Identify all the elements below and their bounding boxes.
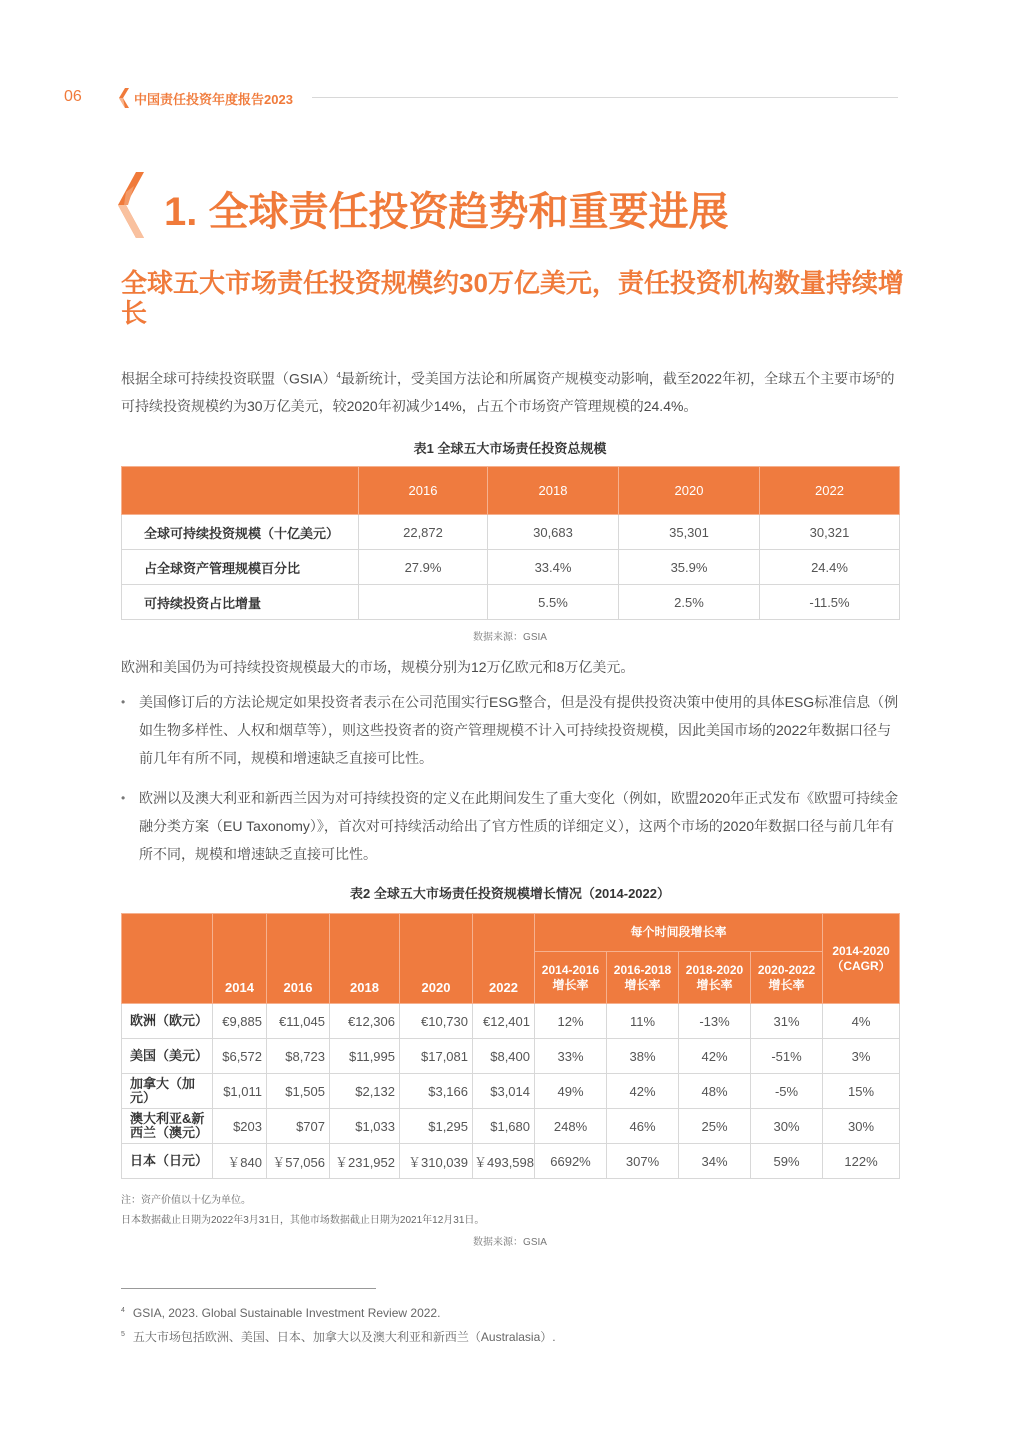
table-cell: ￥310,039 bbox=[400, 1144, 473, 1179]
table2-cagr-header: 2014-2020 （CAGR） bbox=[823, 914, 900, 1004]
row-label: 加拿大（加元） bbox=[122, 1074, 213, 1109]
table-cell: 59% bbox=[751, 1144, 823, 1179]
table-cell: 30% bbox=[751, 1109, 823, 1144]
footnote-number: 4 bbox=[121, 1307, 125, 1314]
table-row bbox=[122, 550, 900, 585]
table-row bbox=[122, 1004, 900, 1039]
row-label: 澳大利亚&新西兰（澳元） bbox=[122, 1109, 213, 1144]
footnote-ref: 5 bbox=[876, 371, 881, 380]
table1-caption: 表1 全球五大市场责任投资总规模 bbox=[413, 441, 607, 456]
table1-header-cell: 2016 bbox=[359, 467, 488, 515]
table-cell: $8,400 bbox=[473, 1039, 535, 1074]
table-cell: 30% bbox=[823, 1109, 900, 1144]
table2-caption: 表2 全球五大市场责任投资规模增长情况（2014-2022） bbox=[349, 886, 670, 901]
table2-year-header: 2014 bbox=[213, 914, 267, 1004]
market-paragraph: 欧洲和美国仍为可持续投资规模最大的市场，规模分别为12万亿欧元和8万亿美元。 bbox=[121, 659, 635, 675]
table2-note: 注：资产价值以十亿为单位。 bbox=[121, 1195, 251, 1206]
table-cell: 307% bbox=[607, 1144, 679, 1179]
header-divider bbox=[312, 97, 898, 98]
row-label: 美国（美元） bbox=[122, 1039, 213, 1074]
table-cell: 35.9% bbox=[619, 550, 760, 585]
table2-source: 数据来源：GSIA bbox=[473, 1237, 547, 1248]
table-cell: 122% bbox=[823, 1144, 900, 1179]
section-subheading: 全球五大市场责任投资规模约30万亿美元，责任投资机构数量持续增长 bbox=[121, 268, 904, 328]
table2-rate-header: 2014-2016 增长率 bbox=[535, 952, 607, 1004]
footnote bbox=[121, 1328, 556, 1345]
table-cell: $707 bbox=[267, 1109, 330, 1144]
table-cell: 30,683 bbox=[488, 515, 619, 550]
table-cell bbox=[359, 585, 488, 620]
table-cell: €12,306 bbox=[330, 1004, 400, 1039]
table-cell: 12% bbox=[535, 1004, 607, 1039]
table-cell: 38% bbox=[607, 1039, 679, 1074]
table2-rate-header: 2016-2018 增长率 bbox=[607, 952, 679, 1004]
table-cell: -5% bbox=[751, 1074, 823, 1109]
table-cell: $17,081 bbox=[400, 1039, 473, 1074]
table-cell: $1,033 bbox=[330, 1109, 400, 1144]
table-row bbox=[122, 1109, 900, 1144]
table2-year-header: 2016 bbox=[267, 914, 330, 1004]
table1-header-cell: 2018 bbox=[488, 467, 619, 515]
table-cell: $1,680 bbox=[473, 1109, 535, 1144]
table-cell: 2.5% bbox=[619, 585, 760, 620]
table2-header-row bbox=[122, 914, 900, 952]
footnote-number: 5 bbox=[121, 1331, 125, 1338]
table-cell: ￥493,598 bbox=[473, 1144, 535, 1179]
table-row bbox=[122, 1039, 900, 1074]
table2-group-header: 每个时间段增长率 bbox=[535, 914, 823, 952]
table-cell: 5.5% bbox=[488, 585, 619, 620]
table-cell: 49% bbox=[535, 1074, 607, 1109]
table2-year-header: 2020 bbox=[400, 914, 473, 1004]
table1-header-cell: 2020 bbox=[619, 467, 760, 515]
table-cell: -51% bbox=[751, 1039, 823, 1074]
footnote-text: GSIA, 2023. Global Sustainable Investment Review 2022. bbox=[132, 1306, 441, 1320]
table2-note: 日本数据截止日期为2022年3月31日，其他市场数据截止日期为2021年12月31日。 bbox=[121, 1215, 485, 1226]
table-cell: 4% bbox=[823, 1004, 900, 1039]
table2-year-header: 2018 bbox=[330, 914, 400, 1004]
bullet-marker: • bbox=[121, 791, 126, 805]
section-chevron-icon bbox=[118, 172, 146, 238]
footnote-ref: 4 bbox=[336, 371, 341, 380]
table2-header-cell bbox=[122, 914, 213, 1004]
table-cell: 22,872 bbox=[359, 515, 488, 550]
table2-year-header: 2022 bbox=[473, 914, 535, 1004]
table-cell: $2,132 bbox=[330, 1074, 400, 1109]
footnote-text: 五大市场包括欧洲、美国、日本、加拿大以及澳大利亚和新西兰（Australasia）. bbox=[132, 1330, 556, 1344]
table-cell: $3,014 bbox=[473, 1074, 535, 1109]
table-cell: 24.4% bbox=[760, 550, 900, 585]
bullet-marker: • bbox=[121, 695, 126, 709]
table-cell: $11,995 bbox=[330, 1039, 400, 1074]
row-label: 日本（日元） bbox=[122, 1144, 213, 1179]
table-row bbox=[122, 1144, 900, 1179]
table-cell: -11.5% bbox=[760, 585, 900, 620]
table-cell: €9,885 bbox=[213, 1004, 267, 1039]
table-cell: ￥231,952 bbox=[330, 1144, 400, 1179]
table-cell: 15% bbox=[823, 1074, 900, 1109]
table2 bbox=[121, 913, 900, 1179]
table-cell: 33% bbox=[535, 1039, 607, 1074]
row-label: 占全球资产管理规模百分比 bbox=[122, 550, 359, 585]
table1-header-cell bbox=[122, 467, 359, 515]
table-cell: $6,572 bbox=[213, 1039, 267, 1074]
table2-rate-header: 2020-2022 增长率 bbox=[751, 952, 823, 1004]
table-cell: $203 bbox=[213, 1109, 267, 1144]
table-cell: -13% bbox=[679, 1004, 751, 1039]
table2-rate-header: 2018-2020 增长率 bbox=[679, 952, 751, 1004]
table-row bbox=[122, 1074, 900, 1109]
table-cell: 27.9% bbox=[359, 550, 488, 585]
table-cell: 42% bbox=[607, 1074, 679, 1109]
table-cell: $3,166 bbox=[400, 1074, 473, 1109]
row-label: 全球可持续投资规模（十亿美元） bbox=[122, 515, 359, 550]
table1-header-cell: 2022 bbox=[760, 467, 900, 515]
bullet-text: 欧洲以及澳大利亚和新西兰因为对可持续投资的定义在此期间发生了重大变化（例如，欧盟2020年正式发布《欧盟可持续金融分类方案（EU Taxonomy）》，首次对可持续活动给出了官方性质的详细定义），这两个市场的2020年数据口径与前几年有所不同，规模和增速缺乏直接可比性。 bbox=[139, 790, 899, 862]
table-cell: 42% bbox=[679, 1039, 751, 1074]
bullet-text: 美国修订后的方法论规定如果投资者表示在公司范围实行ESG整合，但是没有提供投资决策中使用的具体ESG标准信息（例如生物多样性、人权和烟草等），则这些投资者的资产管理规模不计入可持续投资规模，因此美国市场的2022年数据口径与前几年有所不同，规模和增速缺乏直接可比性。 bbox=[139, 694, 899, 766]
page-number: 06 bbox=[64, 88, 82, 105]
table-cell: $1,295 bbox=[400, 1109, 473, 1144]
table-cell: 11% bbox=[607, 1004, 679, 1039]
table-cell: 48% bbox=[679, 1074, 751, 1109]
table1-header-row bbox=[122, 467, 900, 515]
report-title: 中国责任投资年度报告2023 bbox=[134, 92, 293, 107]
table-row bbox=[122, 585, 900, 620]
table1 bbox=[121, 466, 900, 620]
table-cell: 46% bbox=[607, 1109, 679, 1144]
table-cell: 3% bbox=[823, 1039, 900, 1074]
table-cell: 31% bbox=[751, 1004, 823, 1039]
table-cell: €10,730 bbox=[400, 1004, 473, 1039]
table-cell: ￥57,056 bbox=[267, 1144, 330, 1179]
table-cell: $1,011 bbox=[213, 1074, 267, 1109]
footnote bbox=[121, 1306, 440, 1320]
intro-paragraph: 根据全球可持续投资联盟（GSIA）$^4$最新统计，受美国方法论和所属资产规模变动影响，截至2022年初，全球五个主要市场$^5$的可持续投资规模约为30万亿美元，较2020年初减少14%，占五个市场资产管理规模的24.4%。 bbox=[121, 370, 895, 414]
table-cell: $8,723 bbox=[267, 1039, 330, 1074]
table-cell: 30,321 bbox=[760, 515, 900, 550]
chevron-mark-icon bbox=[117, 88, 129, 108]
row-label: 欧洲（欧元） bbox=[122, 1004, 213, 1039]
table-cell: 6692% bbox=[535, 1144, 607, 1179]
table-cell: €12,401 bbox=[473, 1004, 535, 1039]
row-label: 可持续投资占比增量 bbox=[122, 585, 359, 620]
table1-source: 数据来源：GSIA bbox=[473, 632, 547, 643]
table-cell: 33.4% bbox=[488, 550, 619, 585]
table-row bbox=[122, 515, 900, 550]
table-cell: €11,045 bbox=[267, 1004, 330, 1039]
footnote-divider bbox=[121, 1288, 376, 1289]
table-cell: 35,301 bbox=[619, 515, 760, 550]
section-title: 1. 全球责任投资趋势和重要进展 bbox=[164, 190, 729, 234]
table-cell: 25% bbox=[679, 1109, 751, 1144]
table-cell: 34% bbox=[679, 1144, 751, 1179]
table-cell: ￥840 bbox=[213, 1144, 267, 1179]
table-cell: $1,505 bbox=[267, 1074, 330, 1109]
table-cell: 248% bbox=[535, 1109, 607, 1144]
